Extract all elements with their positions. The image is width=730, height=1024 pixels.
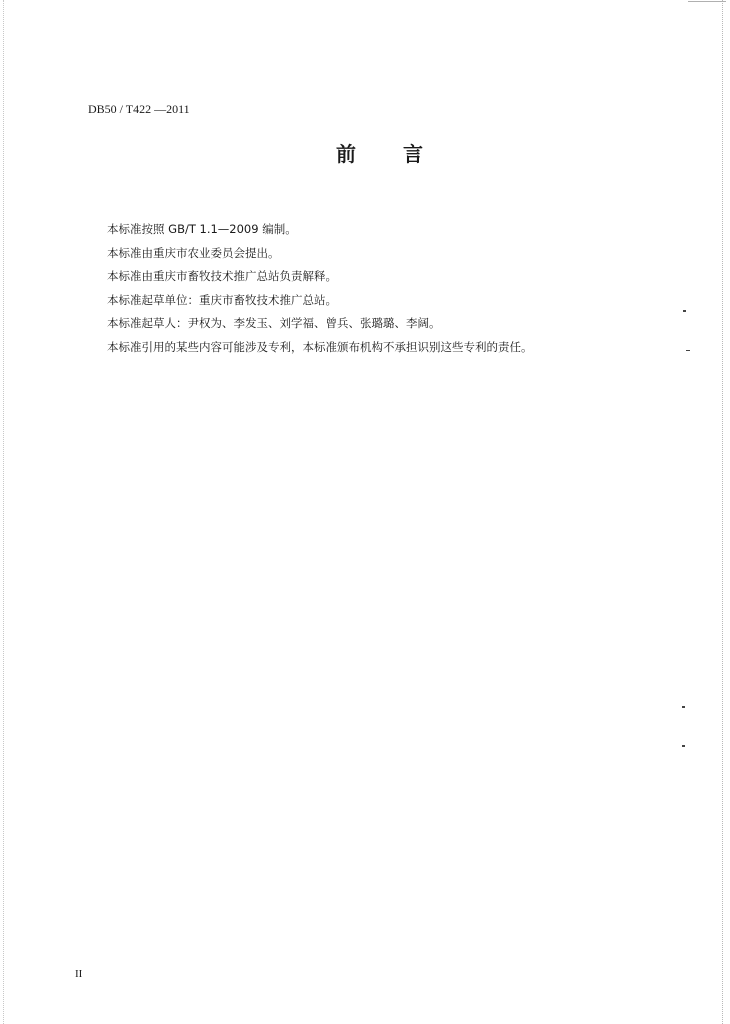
scan-edge-right — [722, 0, 724, 1024]
paragraph-drafters: 本标准起草人：尹权为、李发玉、刘学福、曾兵、张璐璐、李阔。 — [107, 316, 441, 330]
paragraph-patent-notice: 本标准引用的某些内容可能涉及专利，本标准颁布机构不承担识别这些专利的责任。 — [107, 339, 533, 354]
paragraph-proposer: 本标准由重庆市农业委员会提出。 — [107, 245, 280, 260]
scan-speck — [683, 310, 686, 312]
paragraph-compilation: 本标准按照 GB/T 1.1—2009 编制。 — [107, 222, 297, 236]
standard-code: DB50 / T422 —2011 — [88, 102, 190, 116]
scan-speck — [682, 706, 685, 708]
scan-edge-top — [688, 1, 726, 2]
foreword-body — [107, 218, 667, 359]
scan-speck — [682, 745, 685, 747]
scan-speck — [686, 350, 690, 351]
page-number: II — [75, 968, 83, 980]
paragraph-interpretation: 本标准由重庆市畜牧技术推广总站负责解释。 — [107, 269, 337, 283]
scan-edge-left — [3, 0, 5, 1024]
paragraph-drafting-unit: 本标准起草单位：重庆市畜牧技术推广总站。 — [107, 292, 337, 307]
page-title: 前 言 — [336, 142, 443, 166]
